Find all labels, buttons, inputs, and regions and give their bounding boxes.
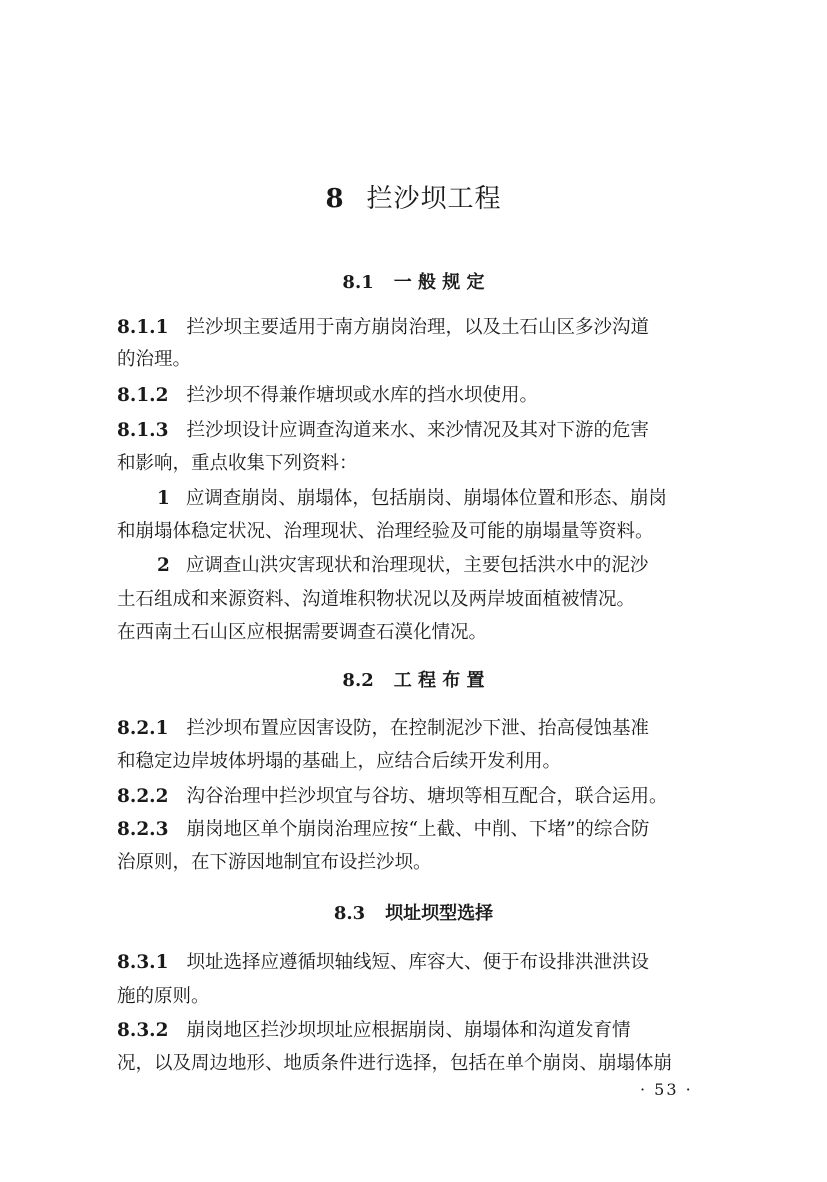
section-number: 8.2 <box>342 670 374 691</box>
clause-8-2-1-line-1 <box>117 714 727 744</box>
clause-8-3-1-line-2: 施的原则。 <box>117 986 210 1007</box>
clause-text: 崩岗地区单个崩岗治理应按“上截、中削、下堵”的综合防 <box>186 819 650 840</box>
clause-text: 沟谷治理中拦沙坝宜与谷坊、塘坝等相互配合，联合运用。 <box>186 786 668 807</box>
section-title: 工 程 布 置 <box>393 670 485 691</box>
clause-number: 8.2.3 <box>117 819 169 840</box>
clause-8-3-2-line-1 <box>117 1016 727 1046</box>
item-text: 应调查山洪灾害现状和治理现状，主要包括洪水中的泥沙 <box>185 555 649 576</box>
clause-8-3-1-line-1 <box>117 948 727 978</box>
clause-number: 8.2.2 <box>117 786 169 807</box>
clause-number: 8.3.2 <box>117 1020 169 1041</box>
chapter-title <box>0 178 827 215</box>
item-number: 2 <box>157 555 170 576</box>
clause-number: 8.1.2 <box>117 385 169 406</box>
clause-8-1-1-line-1 <box>117 313 727 343</box>
clause-number: 8.3.1 <box>117 952 169 973</box>
clause-number: 8.1.3 <box>117 420 169 441</box>
section-heading-8-2 <box>0 666 827 692</box>
clause-text: 拦沙坝设计应调查沟道来水、来沙情况及其对下游的危害 <box>186 420 650 441</box>
chapter-number: 8 <box>325 184 345 214</box>
chapter-title-text: 拦沙坝工程 <box>366 184 502 214</box>
clause-text: 拦沙坝不得兼作塘坝或水库的挡水坝使用。 <box>186 385 539 406</box>
section-heading-8-1 <box>0 268 827 294</box>
clause-8-1-1-line-2: 的治理。 <box>117 349 192 370</box>
clause-number: 8.2.1 <box>117 718 169 739</box>
item-number: 1 <box>157 488 170 509</box>
section-title: 坝址坝型选择 <box>385 903 494 924</box>
item-1-line-1 <box>157 484 727 514</box>
page-number: · 53 · <box>640 1080 693 1099</box>
clause-text: 坝址选择应遵循坝轴线短、库容大、便于布设排洪泄洪设 <box>186 952 650 973</box>
clause-8-2-2-line-1 <box>117 782 727 812</box>
item-2-line-2: 土石组成和来源资料、沟道堆积物状况以及两岸坡面植被情况。 <box>117 589 636 610</box>
clause-8-1-2-line-1 <box>117 381 727 411</box>
item-2-line-1 <box>157 551 727 581</box>
section-number: 8.1 <box>342 272 374 293</box>
section-title: 一 般 规 定 <box>393 272 485 293</box>
item-2-line-3: 在西南土石山区应根据需要调查石漠化情况。 <box>117 622 488 643</box>
clause-8-3-2-line-2: 况，以及周边地形、地质条件进行选择，包括在单个崩岗、崩塌体崩 <box>117 1053 673 1074</box>
clause-8-2-1-line-2: 和稳定边岸坡体坍塌的基础上，应结合后续开发利用。 <box>117 751 562 772</box>
item-text: 应调查崩岗、崩塌体，包括崩岗、崩塌体位置和形态、崩岗 <box>185 488 667 509</box>
clause-8-1-3-line-2: 和影响，重点收集下列资料： <box>117 453 358 474</box>
item-1-line-2: 和崩塌体稳定状况、治理现状、治理经验及可能的崩塌量等资料。 <box>117 521 654 542</box>
section-number: 8.3 <box>333 903 366 924</box>
clause-8-1-3-line-1 <box>117 416 727 446</box>
clause-8-2-3-line-1 <box>117 815 727 845</box>
clause-text: 崩岗地区拦沙坝坝址应根据崩岗、崩塌体和沟道发育情 <box>186 1020 631 1041</box>
clause-text: 拦沙坝主要适用于南方崩岗治理，以及土石山区多沙沟道 <box>186 317 650 338</box>
section-heading-8-3 <box>0 899 827 925</box>
clause-number: 8.1.1 <box>117 317 169 338</box>
clause-text: 拦沙坝布置应因害设防，在控制泥沙下泄、抬高侵蚀基准 <box>186 718 650 739</box>
clause-8-2-3-line-2: 治原则，在下游因地制宜布设拦沙坝。 <box>117 852 432 873</box>
